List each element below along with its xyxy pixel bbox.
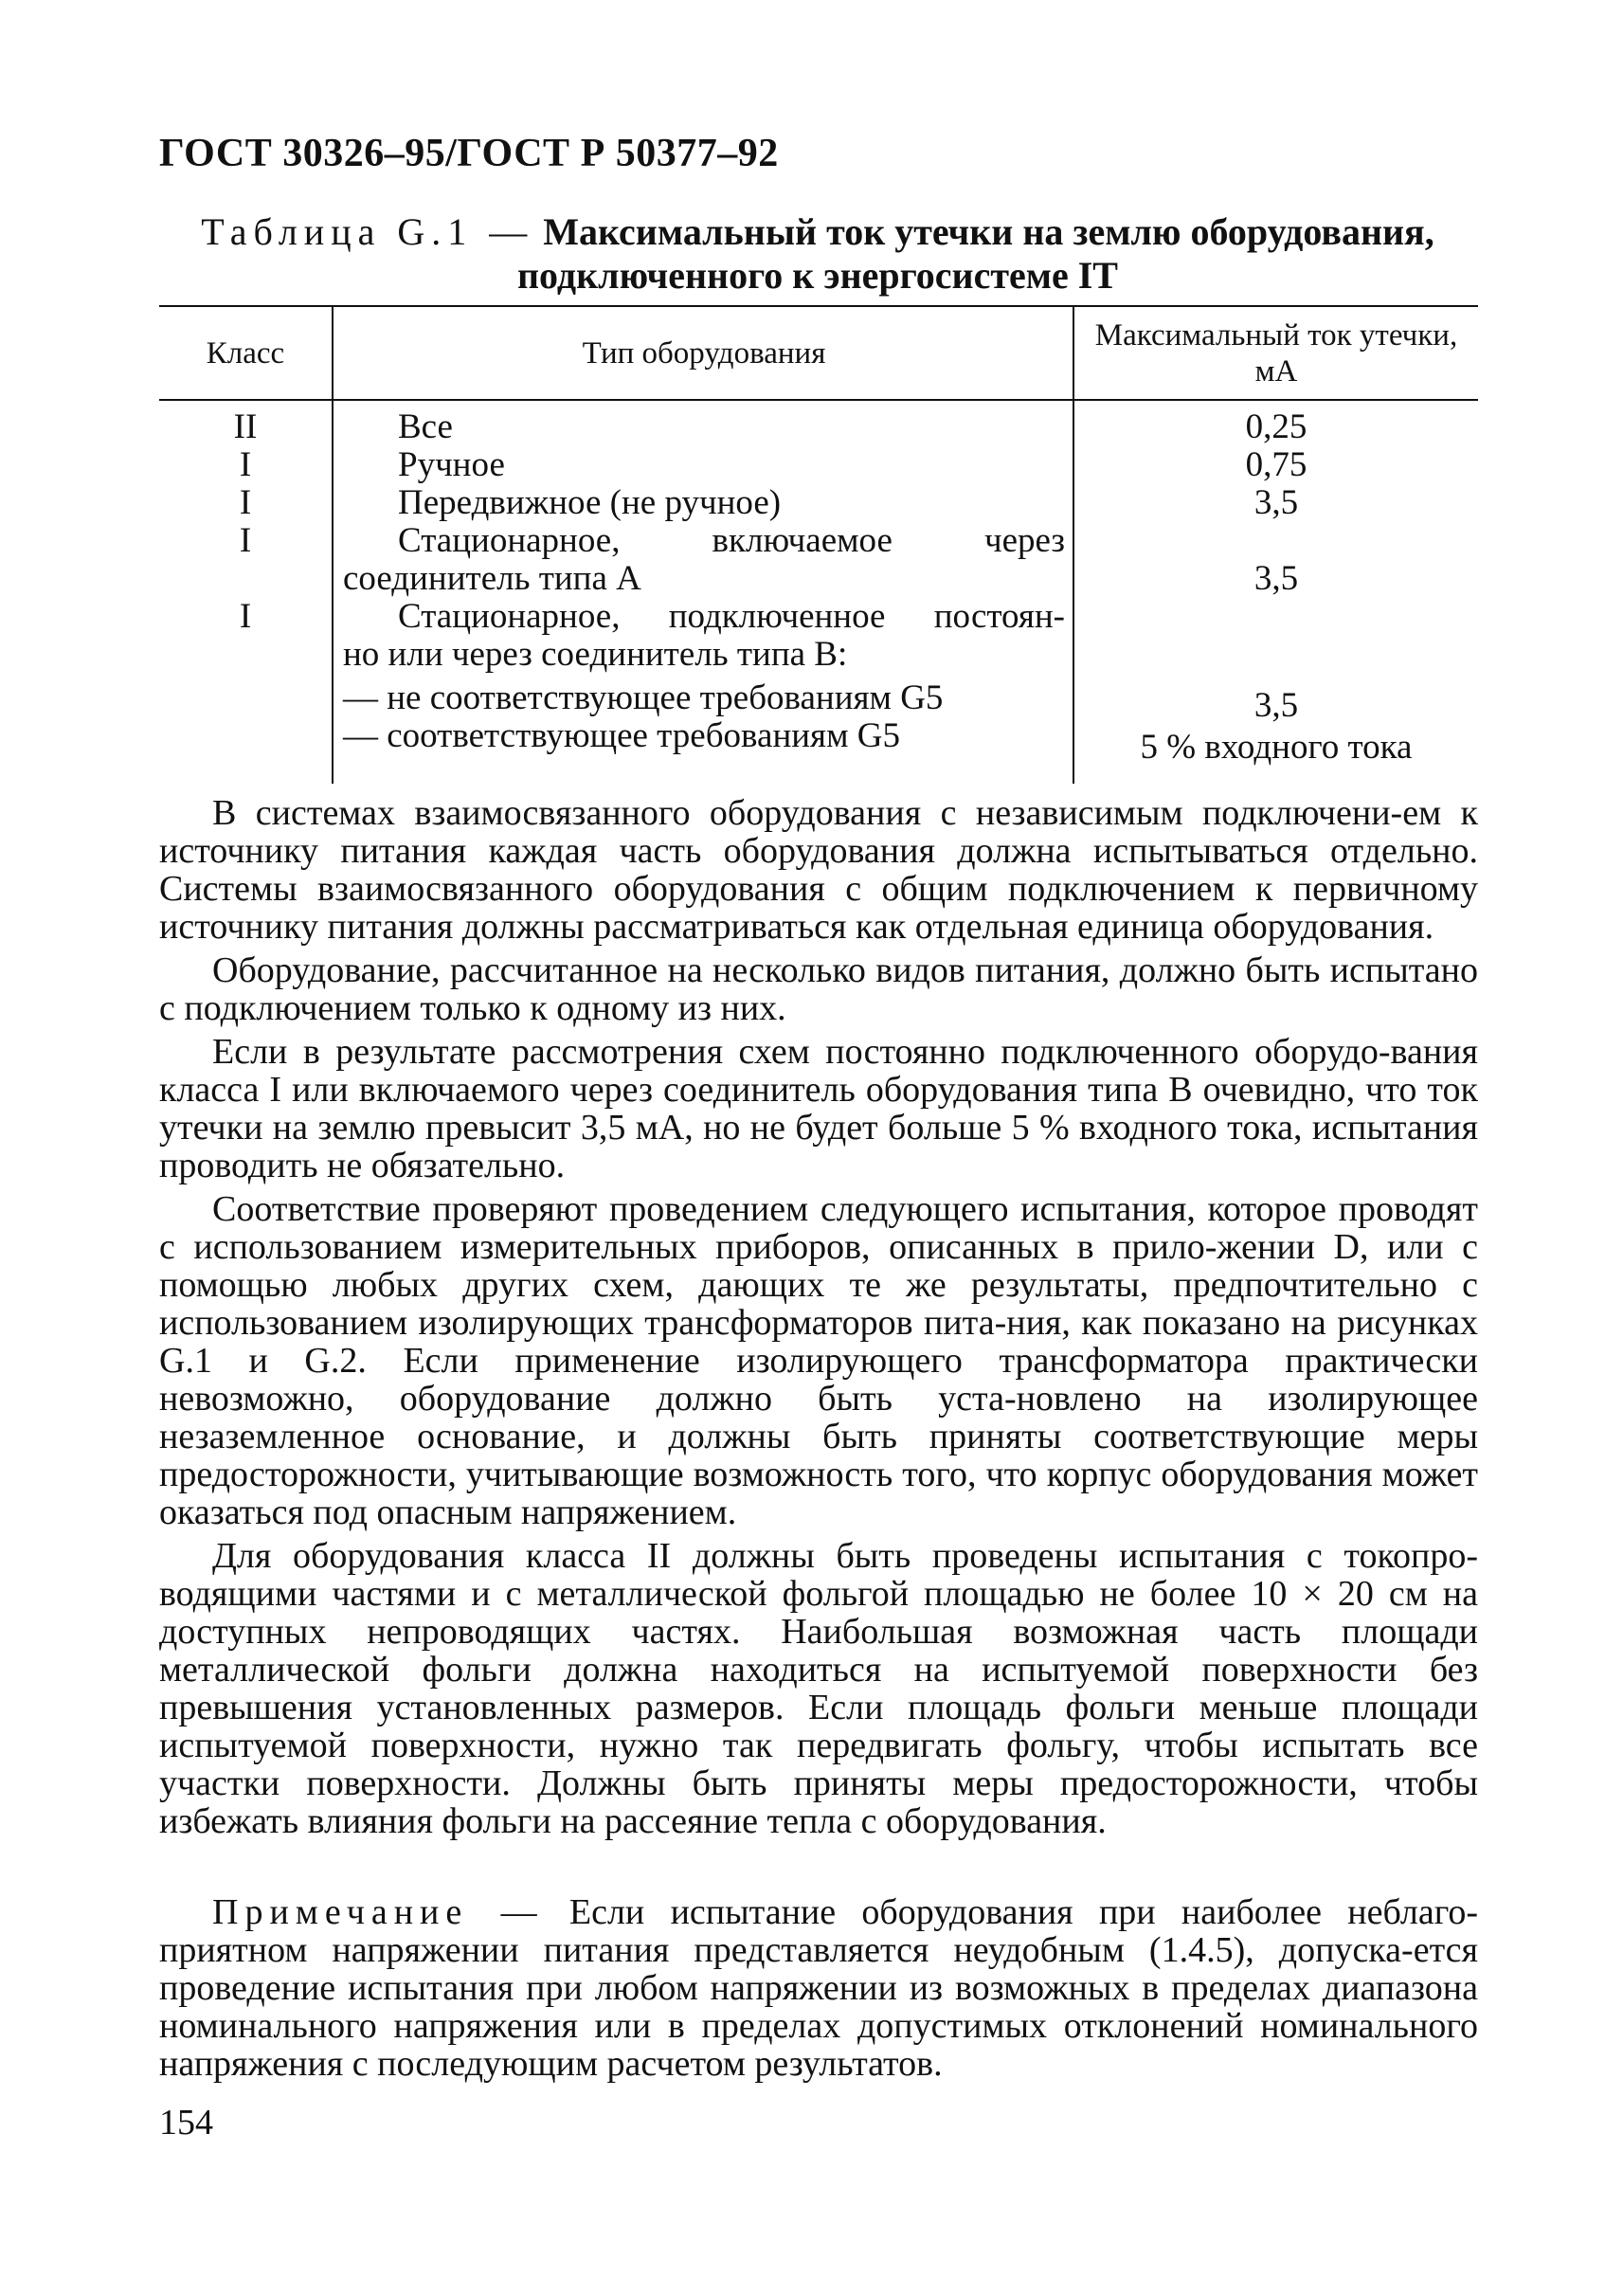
table-caption-lead: Таблица G.1 —	[201, 210, 534, 253]
paragraph: Оборудование, рассчитанное на несколько видов питания, должно быть испытано с подключением только к одному из них.	[159, 950, 1478, 1028]
type-text-line2: но или через соединитель типа В:	[343, 635, 848, 674]
current-value-2: 5 % входного тока	[1140, 728, 1413, 767]
cell-class: I	[239, 521, 252, 560]
table-row	[159, 522, 1478, 598]
type-text: Передвижное (не ручное)	[398, 483, 782, 522]
table-caption-line2: подключенного к энергосистеме IT	[517, 254, 1118, 297]
type-subitem-1: — не соответствующее требованиям G5	[343, 678, 944, 717]
cell-class: I	[239, 445, 252, 484]
paragraph: В системах взаимосвязанного оборудования с независимым подключени-ем к источнику питания каждая часть оборудования должна испытываться отдельно. Системы взаимосвязанного оборудования с общим подключением к первичному источнику питания должны рассматриваться как отдельная единица оборудования.	[159, 793, 1478, 947]
cell-type	[333, 400, 1073, 446]
cell-type	[333, 522, 1073, 598]
current-value: 3,5	[1253, 559, 1299, 598]
cell-current: 0,75	[1245, 445, 1307, 484]
paragraph: Если в результате рассмотрения схем постоянно подключенного оборудо-вания класса I или включаемого через соединитель оборудования типа В очевидно, что ток утечки на землю превысит 3,5 мА, но не будет больше 5 % входного тока, испытания проводить не обязательно.	[159, 1032, 1478, 1185]
note-text: Если испытание оборудования при наиболее неблаго-приятном напряжении питания представляется неудобным (1.4.5), допуска-ется проведение испытания при любом напряжении из возможных в пределах диапазона номинального напряжения или в пределах допустимых отклонений номинального напряжения с последующим расчетом результатов.	[159, 1892, 1479, 2084]
paragraph: Соответствие проверяют проведением следующего испытания, которое проводят с использованием измерительных приборов, описанных в прило-жении D, или с помощью любых других схем, дающих те же результаты, предпочтительно с использованием изолирующих трансформаторов пита-ния, как показано на рисунках G.1 и G.2. Если применение изолирующего трансформатора практически невозможно, оборудование должно быть уста-новлено на изолирующее незаземленное основание, и должны быть приняты соответствующие меры предосторожности, учитывающие возможность того, что корпус оборудования может оказаться под опасным напряжением.	[159, 1189, 1478, 1532]
cell-class: I	[239, 597, 252, 636]
note-lead: Примечание —	[212, 1892, 544, 1932]
cell-current	[1073, 522, 1478, 598]
header-equipment-type: Тип оборудования	[333, 306, 1073, 400]
type-text: Ручное	[398, 445, 505, 484]
header-max-current: Максимальный ток утечки, мА	[1073, 306, 1478, 400]
cell-current: 0,25	[1245, 407, 1307, 446]
body-text	[159, 794, 1478, 1846]
type-text-line2: соединитель типа А	[343, 559, 641, 598]
header-class: Класс	[159, 306, 333, 400]
table-row	[159, 484, 1478, 522]
cell-current: 3,5	[1253, 483, 1299, 522]
leakage-current-table	[159, 305, 1478, 784]
table-caption-line1: Максимальный ток утечки на землю оборудования,	[543, 210, 1434, 253]
table-row	[159, 446, 1478, 484]
paragraph: Для оборудования класса II должны быть проведены испытания с токопро-водящими частями и с металлической фольгой площадью не более 10 × 20 см на доступных непроводящих частях. Наибольшая возможная часть площади металлической фольги должна находиться на испытуемой поверхности без превышения установленных размеров. Если площадь фольги меньше площади испытуемой поверхности, нужно так передвигать фольгу, чтобы испытать все участки поверхности. Должны быть приняты меры предосторожности, чтобы избежать влияния фольги на рассеяние тепла с оборудования.	[159, 1536, 1478, 1841]
note	[159, 1893, 1478, 2083]
page-number: 154	[159, 2103, 213, 2142]
cell-type	[333, 446, 1073, 484]
cell-type	[333, 598, 1073, 784]
cell-class: II	[233, 407, 258, 446]
table-caption	[159, 210, 1476, 298]
type-text-line1: Стационарное, включаемое через	[398, 521, 1065, 560]
cell-class: I	[239, 483, 252, 522]
table-header-row	[159, 306, 1478, 400]
current-value-1: 3,5	[1253, 686, 1299, 725]
type-subitem-2: — соответствующее требованиям G5	[343, 716, 900, 755]
cell-current	[1073, 598, 1478, 784]
type-text-line1: Стационарное, подключенное постоян-	[398, 597, 1065, 636]
cell-type	[333, 484, 1073, 522]
type-text: Все	[398, 407, 453, 446]
document-header: ГОСТ 30326–95/ГОСТ Р 50377–92	[159, 132, 779, 175]
table-row	[159, 400, 1478, 446]
table-row	[159, 598, 1478, 784]
